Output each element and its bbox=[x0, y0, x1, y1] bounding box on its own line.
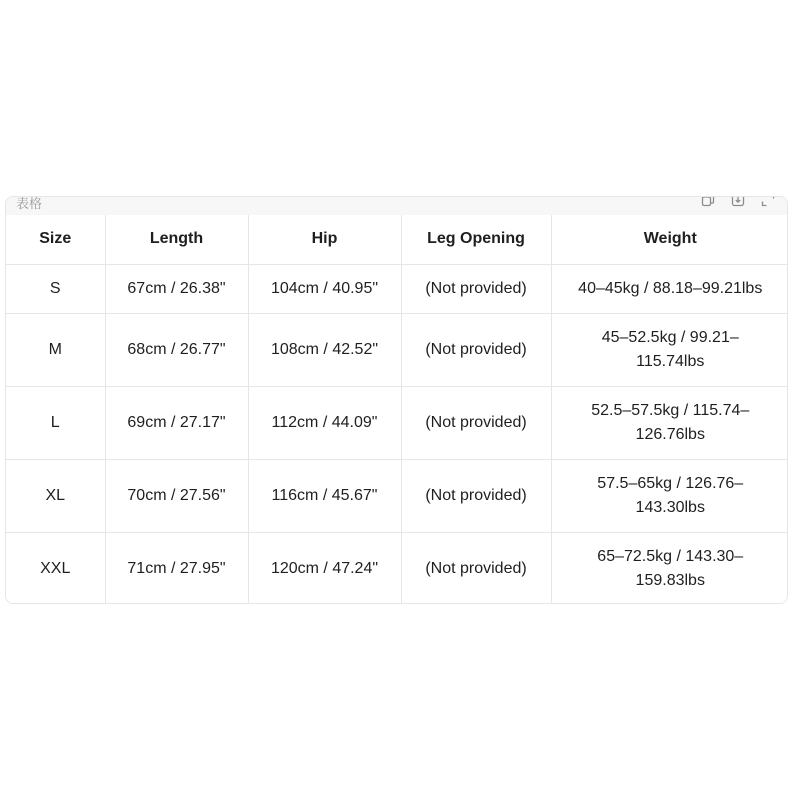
cell-leg-opening: (Not provided) bbox=[401, 532, 551, 604]
header-length: Length bbox=[105, 215, 248, 264]
download-icon[interactable] bbox=[731, 196, 745, 207]
table-row bbox=[6, 532, 788, 604]
header-hip: Hip bbox=[248, 215, 401, 264]
cell-weight: 65–72.5kg / 143.30–159.83lbs bbox=[551, 532, 788, 604]
cell-leg-opening: (Not provided) bbox=[401, 386, 551, 459]
cell-length: 69cm / 27.17" bbox=[105, 386, 248, 459]
table-row bbox=[6, 386, 788, 459]
cell-hip: 104cm / 40.95" bbox=[248, 264, 401, 313]
header-weight: Weight bbox=[551, 215, 788, 264]
table-toolbar bbox=[6, 196, 788, 215]
cell-hip: 116cm / 45.67" bbox=[248, 459, 401, 532]
cell-length: 71cm / 27.95" bbox=[105, 532, 248, 604]
cell-hip: 120cm / 47.24" bbox=[248, 532, 401, 604]
cell-weight: 45–52.5kg / 99.21–115.74lbs bbox=[551, 313, 788, 386]
cell-size: S bbox=[6, 264, 105, 313]
cell-length: 68cm / 26.77" bbox=[105, 313, 248, 386]
size-chart-table bbox=[6, 215, 788, 604]
cell-hip: 112cm / 44.09" bbox=[248, 386, 401, 459]
header-size: Size bbox=[6, 215, 105, 264]
size-chart-card bbox=[5, 196, 788, 604]
table-row bbox=[6, 264, 788, 313]
cell-hip: 108cm / 42.52" bbox=[248, 313, 401, 386]
cell-size: M bbox=[6, 313, 105, 386]
cell-weight: 40–45kg / 88.18–99.21lbs bbox=[551, 264, 788, 313]
cell-leg-opening: (Not provided) bbox=[401, 313, 551, 386]
cell-size: L bbox=[6, 386, 105, 459]
table-row bbox=[6, 313, 788, 386]
table-toolbar-label: 表格 bbox=[16, 196, 43, 211]
cell-length: 70cm / 27.56" bbox=[105, 459, 248, 532]
cell-size: XL bbox=[6, 459, 105, 532]
cell-weight: 57.5–65kg / 126.76–143.30lbs bbox=[551, 459, 788, 532]
expand-icon[interactable] bbox=[761, 196, 775, 207]
table-header-row bbox=[6, 215, 788, 264]
cell-length: 67cm / 26.38" bbox=[105, 264, 248, 313]
cell-size: XXL bbox=[6, 532, 105, 604]
header-leg-opening: Leg Opening bbox=[401, 215, 551, 264]
cell-leg-opening: (Not provided) bbox=[401, 459, 551, 532]
copy-icon[interactable] bbox=[701, 196, 715, 207]
cell-leg-opening: (Not provided) bbox=[401, 264, 551, 313]
cell-weight: 52.5–57.5kg / 115.74–126.76lbs bbox=[551, 386, 788, 459]
toolbar-icon-group bbox=[701, 196, 775, 207]
table-row bbox=[6, 459, 788, 532]
